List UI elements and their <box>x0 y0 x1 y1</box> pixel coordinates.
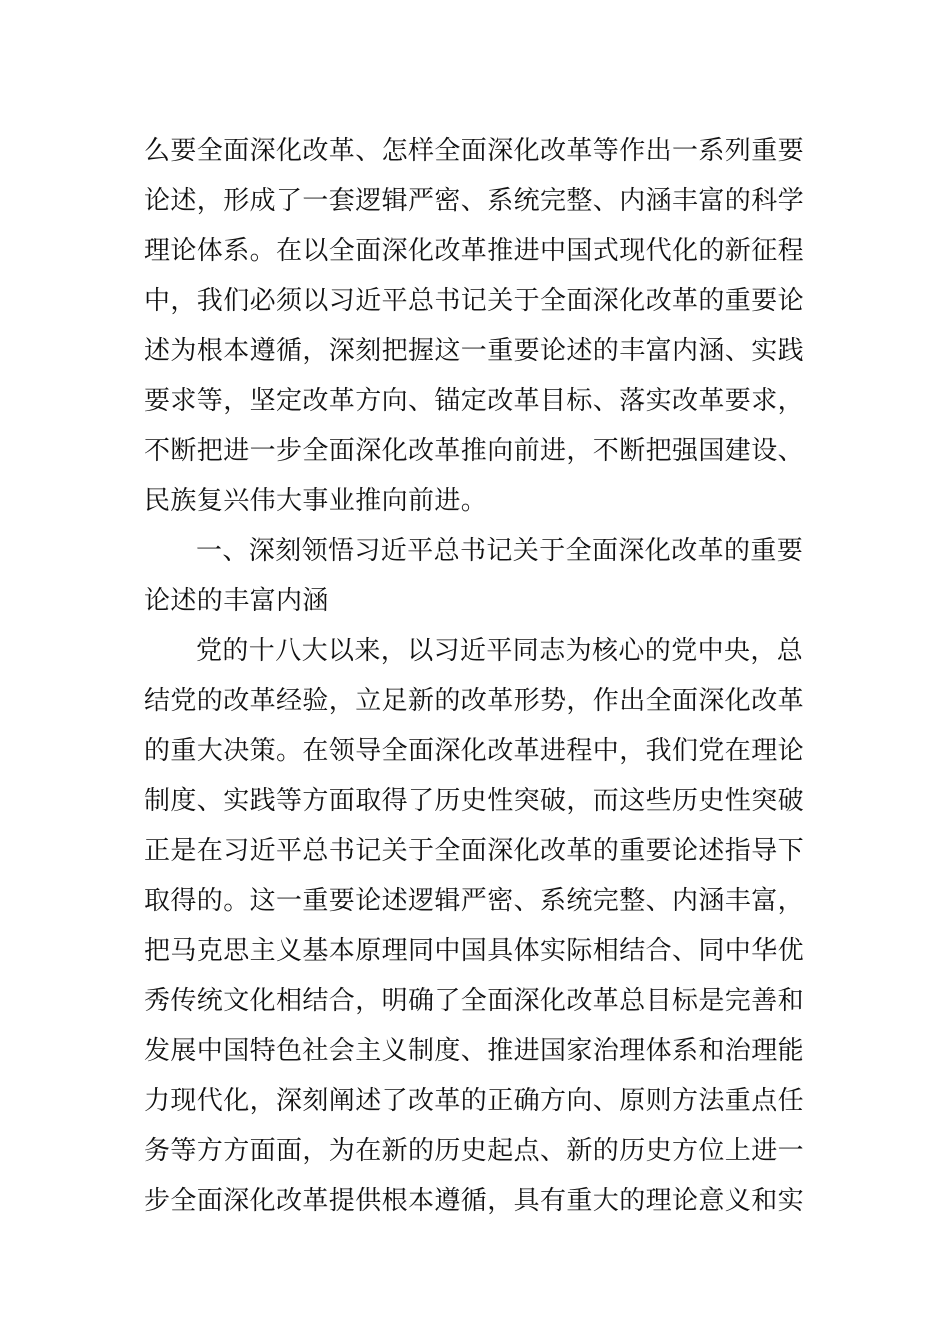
body-text-line: 发展中国特色社会主义制度、推进国家治理体系和治理能 <box>144 1036 805 1066</box>
body-text-line: 述为根本遵循，深刻把握这一重要论述的丰富内涵、实践 <box>144 336 805 366</box>
body-text-line: 党的十八大以来，以习近平同志为核心的党中央，总 <box>196 636 804 666</box>
body-text-line: 把马克思主义基本原理同中国具体实际相结合、同中华优 <box>144 936 805 966</box>
body-text-line: 结党的改革经验，立足新的改革形势，作出全面深化改革 <box>144 686 805 716</box>
body-text-line: 理论体系。在以全面深化改革推进中国式现代化的新征程 <box>144 236 805 266</box>
body-text-line: 论述，形成了一套逻辑严密、系统完整、内涵丰富的科学 <box>144 186 805 216</box>
body-text-line: 步全面深化改革提供根本遵循，具有重大的理论意义和实 <box>144 1186 805 1216</box>
body-text-line: 正是在习近平总书记关于全面深化改革的重要论述指导下 <box>144 836 805 866</box>
section-heading-line: 论述的丰富内涵 <box>144 586 329 616</box>
body-text-line: 取得的。这一重要论述逻辑严密、系统完整、内涵丰富， <box>144 886 805 916</box>
body-text-line: 要求等，坚定改革方向、锚定改革目标、落实改革要求， <box>144 386 805 416</box>
body-text-line: 制度、实践等方面取得了历史性突破，而这些历史性突破 <box>144 786 805 816</box>
body-text-line: 力现代化，深刻阐述了改革的正确方向、原则方法重点任 <box>144 1086 805 1116</box>
body-text-line: 秀传统文化相结合，明确了全面深化改革总目标是完善和 <box>144 986 805 1016</box>
body-text-line: 么要全面深化改革、怎样全面深化改革等作出一系列重要 <box>144 136 805 166</box>
body-text-line: 中，我们必须以习近平总书记关于全面深化改革的重要论 <box>144 286 805 316</box>
body-text-line: 不断把进一步全面深化改革推向前进，不断把强国建设、 <box>144 436 805 466</box>
section-heading-line: 一、深刻领悟习近平总书记关于全面深化改革的重要 <box>196 536 804 566</box>
body-text-line: 务等方方面面，为在新的历史起点、新的历史方位上进一 <box>144 1136 805 1166</box>
body-text-line: 的重大决策。在领导全面深化改革进程中，我们党在理论 <box>144 736 805 766</box>
body-text-line: 民族复兴伟大事业推向前进。 <box>144 486 488 516</box>
